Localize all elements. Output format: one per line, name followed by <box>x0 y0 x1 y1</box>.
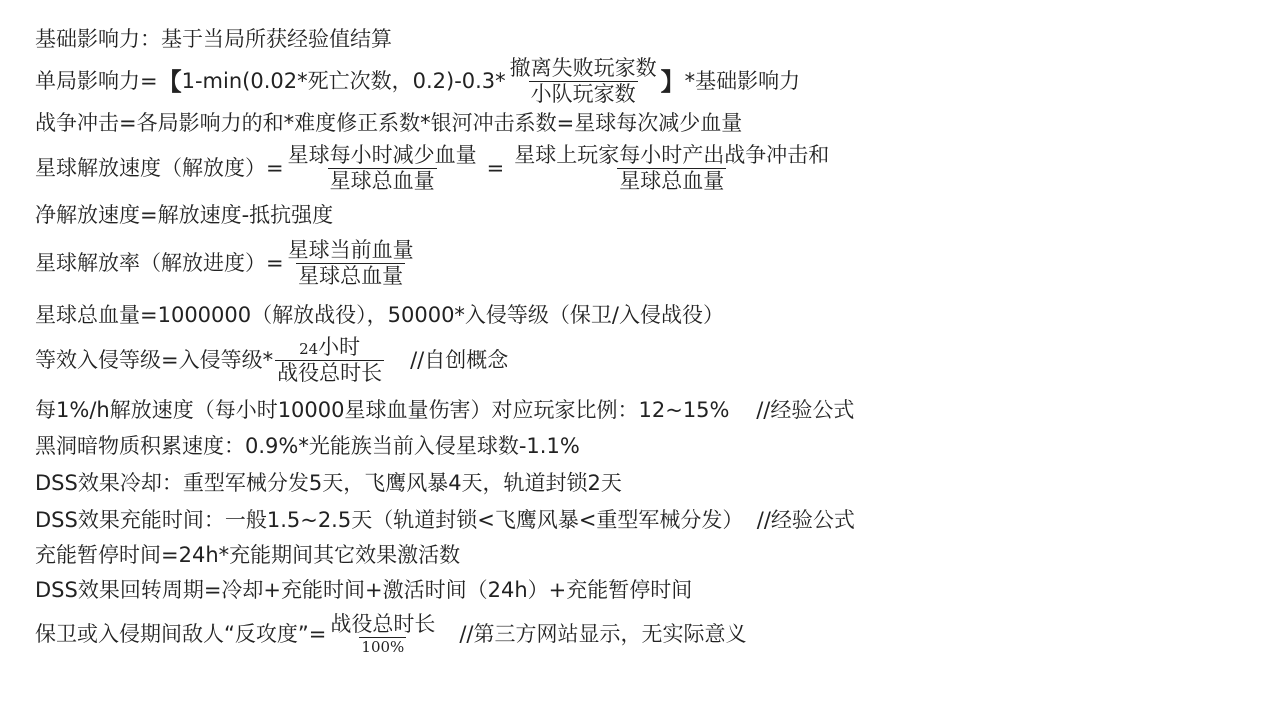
line-dss-cooldown <box>35 473 622 494</box>
line-liberation-rate <box>35 240 418 287</box>
left-bracket: 【 <box>157 67 182 96</box>
third-party-comment: //第三方网站显示，无实际意义 <box>459 622 747 646</box>
line-total-hp <box>35 305 724 326</box>
fraction-numerator: 星球每小时减少血量 <box>287 143 477 167</box>
campaign-duration-fraction <box>328 614 437 655</box>
line-war-impact <box>35 113 742 134</box>
dss-cycle-text: DSS效果回转周期=冷却+充能时间+激活时间（24h）+充能暂停时间 <box>35 578 693 602</box>
liberation-rate-label: 星球解放率（解放进度）= <box>35 251 284 275</box>
liberation-speed-label: 星球解放速度（解放度）= <box>35 156 284 180</box>
total-hp-text: 星球总血量=1000000（解放战役），50000*入侵等级（保卫/入侵战役） <box>35 303 724 327</box>
hours-fraction <box>275 337 384 384</box>
fraction-numerator <box>297 337 362 360</box>
line-single-influence <box>35 58 800 105</box>
player-ratio-text: 每1%/h解放速度（每小时10000星球血量伤害）对应玩家比例：12~15% //经验公式 <box>35 398 855 422</box>
net-liberation-text: 净解放速度=解放速度-抵抗强度 <box>35 203 334 227</box>
fraction-denominator: 星球总血量 <box>298 264 404 288</box>
hours-unit: 小时 <box>318 335 361 359</box>
single-influence-expression: 1-min(0.02*死亡次数，0.2)-0.3* <box>181 69 506 93</box>
fraction-denominator: 战役总时长 <box>277 361 383 385</box>
line-equivalent-invasion <box>35 337 508 384</box>
fraction-numerator: 撤离失败玩家数 <box>509 56 657 80</box>
current-hp-fraction <box>286 240 416 287</box>
line-black-hole <box>35 436 580 457</box>
war-impact-fraction <box>512 145 831 192</box>
dss-cooldown-text: DSS效果冷却：重型军械分发5天，飞鹰风暴4天，轨道封锁2天 <box>35 471 622 495</box>
dss-charge-text: DSS效果充能时间：一般1.5~2.5天（轨道封锁<飞鹰风暴<重型军械分发） //经验公式 <box>35 508 855 532</box>
black-hole-text: 黑洞暗物质积累速度：0.9%*光能族当前入侵星球数-1.1% <box>35 434 580 458</box>
war-impact-text: 战争冲击=各局影响力的和*难度修正系数*银河冲击系数=星球每次减少血量 <box>35 111 743 135</box>
base-influence-text: 基础影响力：基于当局所获经验值结算 <box>35 27 392 51</box>
fraction-denominator: 星球总血量 <box>329 169 435 193</box>
single-influence-label: 单局影响力= <box>35 69 158 93</box>
line-base-influence <box>35 29 392 50</box>
line-charge-pause <box>35 545 460 566</box>
line-dss-cycle <box>35 580 692 601</box>
equals-sign: = <box>486 156 505 180</box>
counter-attack-label: 保卫或入侵期间敌人“反攻度”= <box>35 622 327 646</box>
fraction-numerator: 战役总时长 <box>330 612 436 636</box>
line-dss-charge <box>35 510 855 531</box>
equivalent-invasion-label: 等效入侵等级=入侵等级* <box>35 348 274 372</box>
charge-pause-text: 充能暂停时间=24h*充能期间其它效果激活数 <box>35 543 461 567</box>
fraction-numerator: 星球上玩家每小时产出战争冲击和 <box>514 143 830 167</box>
hp-loss-fraction <box>286 145 479 192</box>
hours-number: 24 <box>299 340 319 358</box>
fraction-denominator: 100% <box>361 638 405 656</box>
single-influence-suffix: *基础影响力 <box>684 69 801 93</box>
fraction-numerator: 星球当前血量 <box>287 238 414 262</box>
self-concept-comment: //自创概念 <box>410 348 509 372</box>
right-bracket: 】 <box>660 67 685 96</box>
line-liberation-speed <box>35 145 833 192</box>
line-player-ratio <box>35 400 854 421</box>
line-net-liberation <box>35 205 333 226</box>
extraction-fail-fraction <box>508 58 659 105</box>
line-counter-attack <box>35 614 747 655</box>
fraction-denominator: 小队玩家数 <box>530 82 636 106</box>
fraction-denominator: 星球总血量 <box>619 169 725 193</box>
